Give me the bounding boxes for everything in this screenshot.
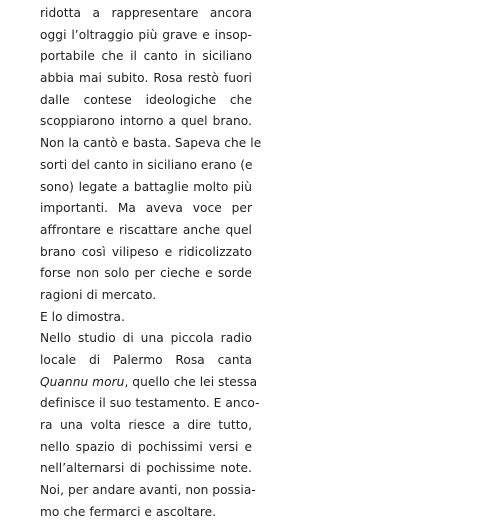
text-line: Non la cantò e basta. Sapeva che le (40, 136, 262, 151)
text-line: ra una volta riesce a dire tutto, (40, 418, 252, 433)
song-title: Quannu moru (40, 374, 125, 389)
text-line: locale di Palermo Rosa canta (40, 353, 252, 367)
text-line: affrontare e riscattare anche quel (40, 222, 252, 237)
text-line: abbia mai subito. Rosa restò fuori (40, 71, 252, 86)
text-line: oggi l’oltraggio più grave e insop- (40, 27, 252, 42)
text-line-with-title (40, 372, 258, 394)
text-line: sorti del canto in siciliano erano (e (40, 157, 253, 172)
text-line: brano così vilipeso e ridicolizzato (40, 244, 252, 259)
text-line: definisce il suo testamento. E anco- (40, 396, 260, 411)
text-column (40, 3, 262, 524)
text-line: nello spazio di pochissimi versi e (40, 439, 252, 454)
text-line: Nello studio di una piccola radio (40, 331, 252, 346)
text-line: ridotta a rappresentare ancora (40, 6, 252, 20)
text-line: ragioni di mercato. (40, 287, 157, 302)
text-line: scoppiarono intorno a quel brano. (40, 114, 252, 129)
text-fragment: , quello che lei stessa (124, 374, 258, 389)
text-line: nell’alternarsi di pochissime note. (40, 461, 252, 476)
text-line: sono) legate a battaglie molto più (40, 179, 252, 194)
text-line: Noi, per andare avanti, non possia- (40, 483, 256, 498)
text-line: E lo dimostra. (40, 309, 125, 324)
text-line: dalle contese ideologiche che (40, 92, 252, 107)
text-line: forse non solo per cieche e sorde (40, 266, 252, 281)
text-line: importanti. Ma aveva voce per (40, 201, 252, 216)
text-line: mo che fermarci e ascoltare. (40, 504, 217, 519)
text-line: portabile che il canto in siciliano (40, 49, 252, 64)
